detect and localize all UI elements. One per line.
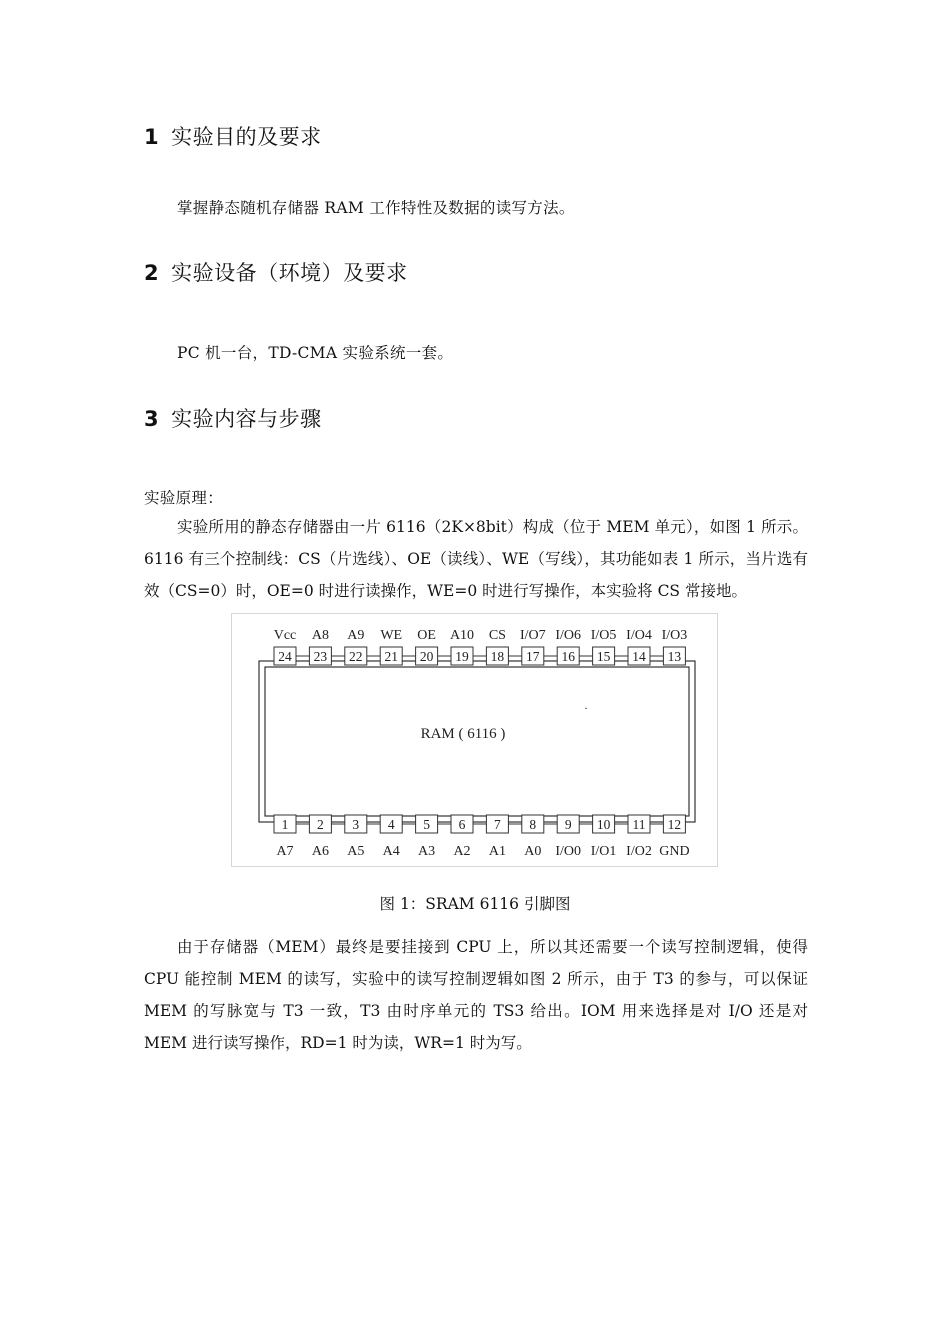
- section-number: 2: [144, 261, 160, 285]
- section-number: 3: [144, 407, 160, 431]
- pin-number: 6: [458, 817, 466, 832]
- chip-label: RAM ( 6116 ): [420, 726, 506, 742]
- section-heading-2: [144, 257, 408, 287]
- pin-number: 15: [596, 649, 611, 664]
- pin-number: 14: [632, 649, 646, 664]
- pin-number: 18: [490, 649, 505, 664]
- pin-number: 11: [632, 817, 646, 832]
- pin-number: 8: [529, 817, 537, 832]
- pin-number: 10: [596, 817, 611, 832]
- pin-number: 20: [419, 649, 434, 664]
- pin-name: A6: [311, 844, 329, 859]
- stray-dot: ·: [584, 701, 588, 715]
- pin-number: 23: [313, 649, 328, 664]
- pin-name: I/O4: [626, 628, 652, 643]
- principle-paragraph-2: 由于存储器（MEM）最终是要挂接到 CPU 上，所以其还需要一个读写控制逻辑，使得 CPU 能控制 MEM 的读写，实验中的读写控制逻辑如图 2 所示，由于 T3 的参与，可以保证 MEM 的写脉宽与 T3 一致，T3 由时序单元的 TS3 给出。IOM 用来选择是对 I/O 还是对 MEM 进行读写操作，RD=1 时为读，WR=1 时为写。: [144, 938, 808, 1052]
- section-2-body: PC 机一台，TD-CMA 实验系统一套。: [177, 344, 454, 362]
- section-title: 实验设备（环境）及要求: [171, 261, 408, 285]
- pin-name: A9: [347, 628, 365, 643]
- pinout-diagram: [232, 614, 717, 866]
- section-heading-3: [144, 403, 322, 433]
- pin-number: 19: [455, 649, 469, 664]
- figure-6116-pinout: [231, 613, 718, 867]
- pin-name: A1: [488, 844, 506, 859]
- pin-name: OE: [417, 628, 436, 643]
- pin-name: I/O1: [590, 844, 617, 859]
- pin-name: Vcc: [273, 628, 297, 643]
- pin-number: 5: [423, 817, 430, 832]
- top-pin-row: [274, 628, 688, 665]
- pin-name: A10: [449, 628, 475, 643]
- pin-name: I/O0: [555, 844, 582, 859]
- section-title: 实验目的及要求: [171, 125, 322, 149]
- pin-number: 1: [281, 817, 289, 832]
- pin-number: 7: [494, 817, 501, 832]
- pin-name: A0: [524, 844, 542, 859]
- pin-number: 4: [387, 817, 395, 832]
- pin-name: I/O2: [626, 844, 652, 859]
- pin-name: I/O3: [661, 628, 688, 643]
- section-1-body: 掌握静态随机存储器 RAM 工作特性及数据的读写方法。: [177, 199, 575, 217]
- pin-number: 24: [278, 649, 292, 664]
- pin-name: I/O7: [519, 628, 546, 643]
- principle-label: 实验原理：: [144, 489, 224, 507]
- section-number: 1: [144, 125, 160, 149]
- pin-number: 13: [667, 649, 682, 664]
- pin-number: 2: [317, 817, 324, 832]
- pin-name: A2: [453, 844, 471, 859]
- pin-number: 3: [352, 817, 360, 832]
- pin-number: 17: [526, 649, 540, 664]
- pin-number: 9: [564, 817, 572, 832]
- pin-name: A3: [418, 844, 436, 859]
- pin-number: 22: [349, 649, 363, 664]
- pin-name: A5: [347, 844, 365, 859]
- pin-name: I/O5: [590, 628, 617, 643]
- pin-number: 16: [561, 649, 575, 664]
- pin-name: WE: [380, 628, 403, 643]
- pin-name: A4: [382, 844, 400, 859]
- pin-name: CS: [488, 628, 506, 643]
- pin-name: A8: [311, 628, 329, 643]
- pin-number: 12: [667, 817, 682, 832]
- principle-paragraph-1: 实验所用的静态存储器由一片 6116（2K×8bit）构成（位于 MEM 单元），如图 1 所示。6116 有三个控制线：CS（片选线）、OE（读线）、WE（写线），其功能如表 1 所示，当片选有效（CS=0）时，OE=0 时进行读操作，WE=0 时进行写操作，本实验将 CS 常接地。: [144, 518, 808, 600]
- section-heading-1: [144, 121, 322, 151]
- pin-name: I/O6: [555, 628, 582, 643]
- section-title: 实验内容与步骤: [171, 407, 322, 431]
- pin-number: 21: [384, 649, 398, 664]
- pin-name: GND: [659, 844, 690, 859]
- pin-name: A7: [276, 844, 294, 859]
- figure-caption: 图 1：SRAM 6116 引脚图: [379, 895, 571, 913]
